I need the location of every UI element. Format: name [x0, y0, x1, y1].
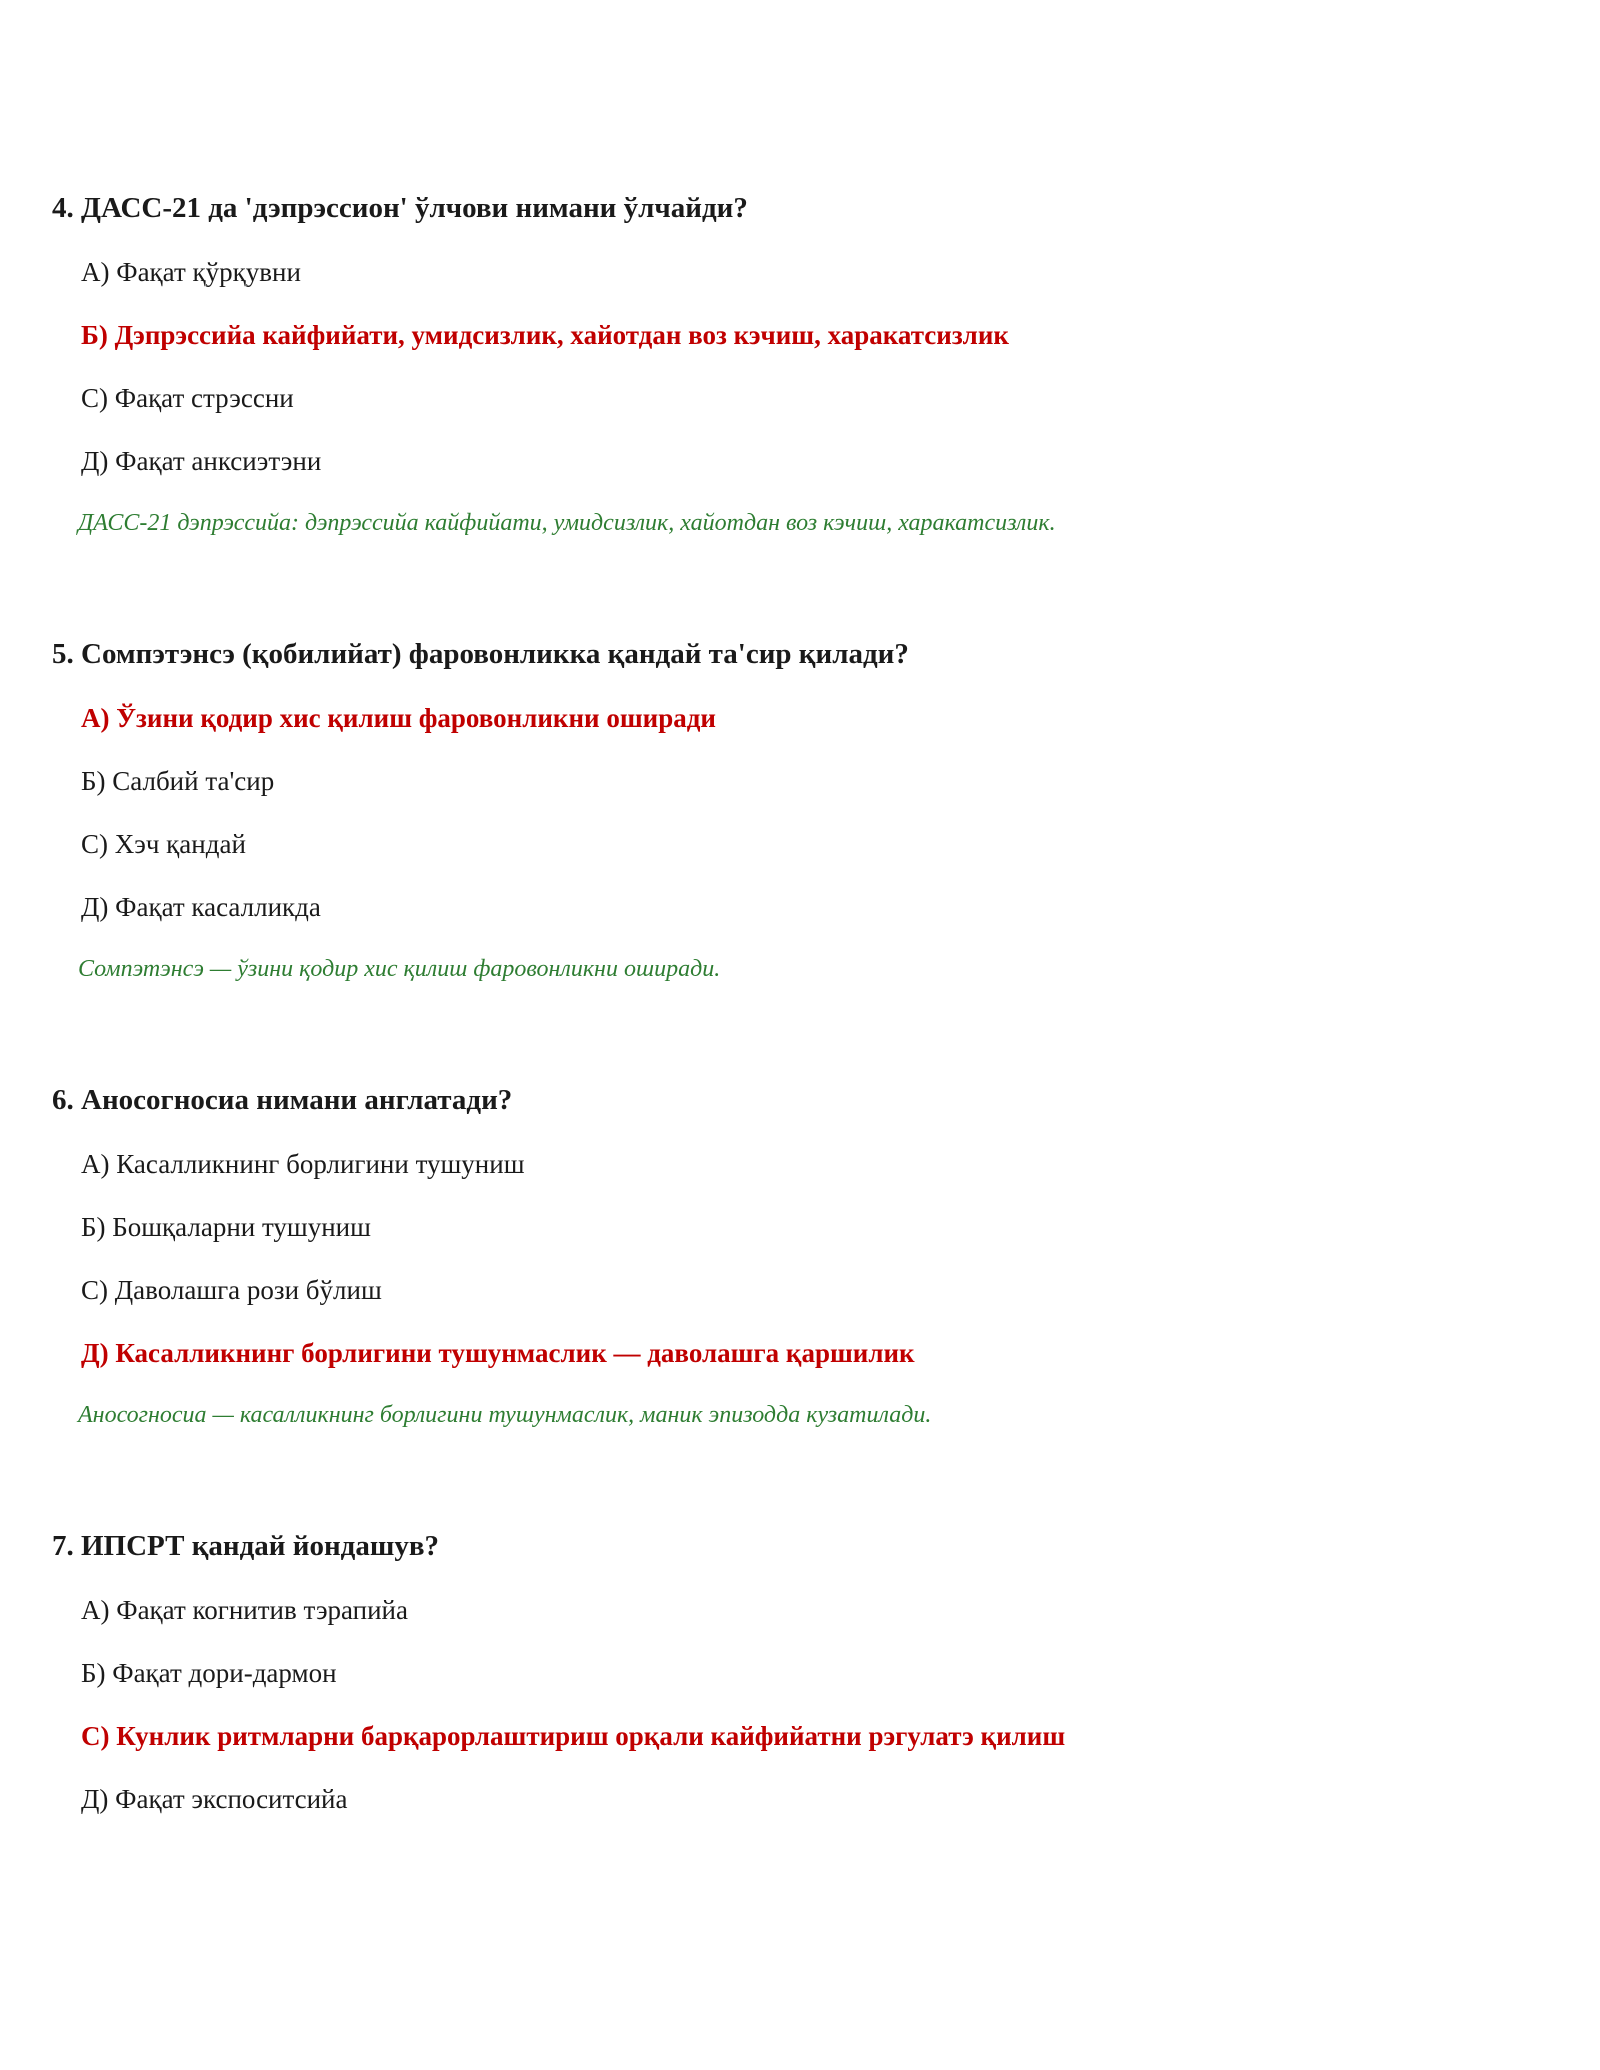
explanation: ДАСС-21 дэпрэссийа: дэпрэссийа кайфийати, умидсизлик, хайотдан воз кэчиш, харакатсизлик. [78, 510, 1056, 536]
question-title: 4. ДАСС-21 да 'дэпрэссион' ўлчови нимани ўлчайди? [52, 192, 748, 224]
question-6 [52, 1082, 1552, 1428]
option-c-correct: С) Кунлик ритмларни барқарорлаштириш орқали кайфийатни рэгулатэ қилиш [81, 1721, 1066, 1751]
option-c: С) Даволашга рози бўлиш [81, 1275, 382, 1305]
option-a-correct: А) Ўзини қодир хис қилиш фаровонликни оширади [81, 703, 716, 733]
explanation: Сомпэтэнсэ — ўзини қодир хис қилиш фаровонликни оширади. [78, 956, 721, 982]
option-d: Д) Фақат анксиэтэни [81, 446, 322, 476]
question-7 [52, 1528, 1552, 1814]
question-title: 5. Сомпэтэнсэ (қобилийат) фаровонликка қандай та'сир қилади? [52, 638, 909, 670]
option-d: Д) Фақат касалликда [81, 892, 321, 922]
option-d: Д) Фақат экспоситсийа [81, 1784, 348, 1814]
option-b: Б) Бошқаларни тушуниш [81, 1212, 371, 1242]
question-5 [52, 636, 1552, 982]
option-a: А) Фақат қўрқувни [81, 257, 301, 287]
option-c: С) Фақат стрэссни [81, 383, 294, 413]
option-a: А) Касалликнинг борлигини тушуниш [81, 1149, 525, 1179]
option-c: С) Хэч қандай [81, 829, 246, 859]
option-b: Б) Фақат дори-дармон [81, 1658, 337, 1688]
question-title: 7. ИПСРТ қандай йондашув? [52, 1530, 439, 1562]
explanation: Аносогносиа — касалликнинг борлигини тушунмаслик, маник эпизодда кузатилади. [78, 1402, 932, 1428]
question-4 [52, 190, 1552, 536]
option-d-correct: Д) Касалликнинг борлигини тушунмаслик — даволашга қаршилик [81, 1338, 915, 1368]
option-b-correct: Б) Дэпрэссийа кайфийати, умидсизлик, хайотдан воз кэчиш, харакатсизлик [81, 320, 1009, 350]
option-a: А) Фақат когнитив тэрапийа [81, 1595, 408, 1625]
question-title: 6. Аносогносиа нимани англатади? [52, 1084, 513, 1116]
option-b: Б) Салбий та'сир [81, 766, 275, 796]
